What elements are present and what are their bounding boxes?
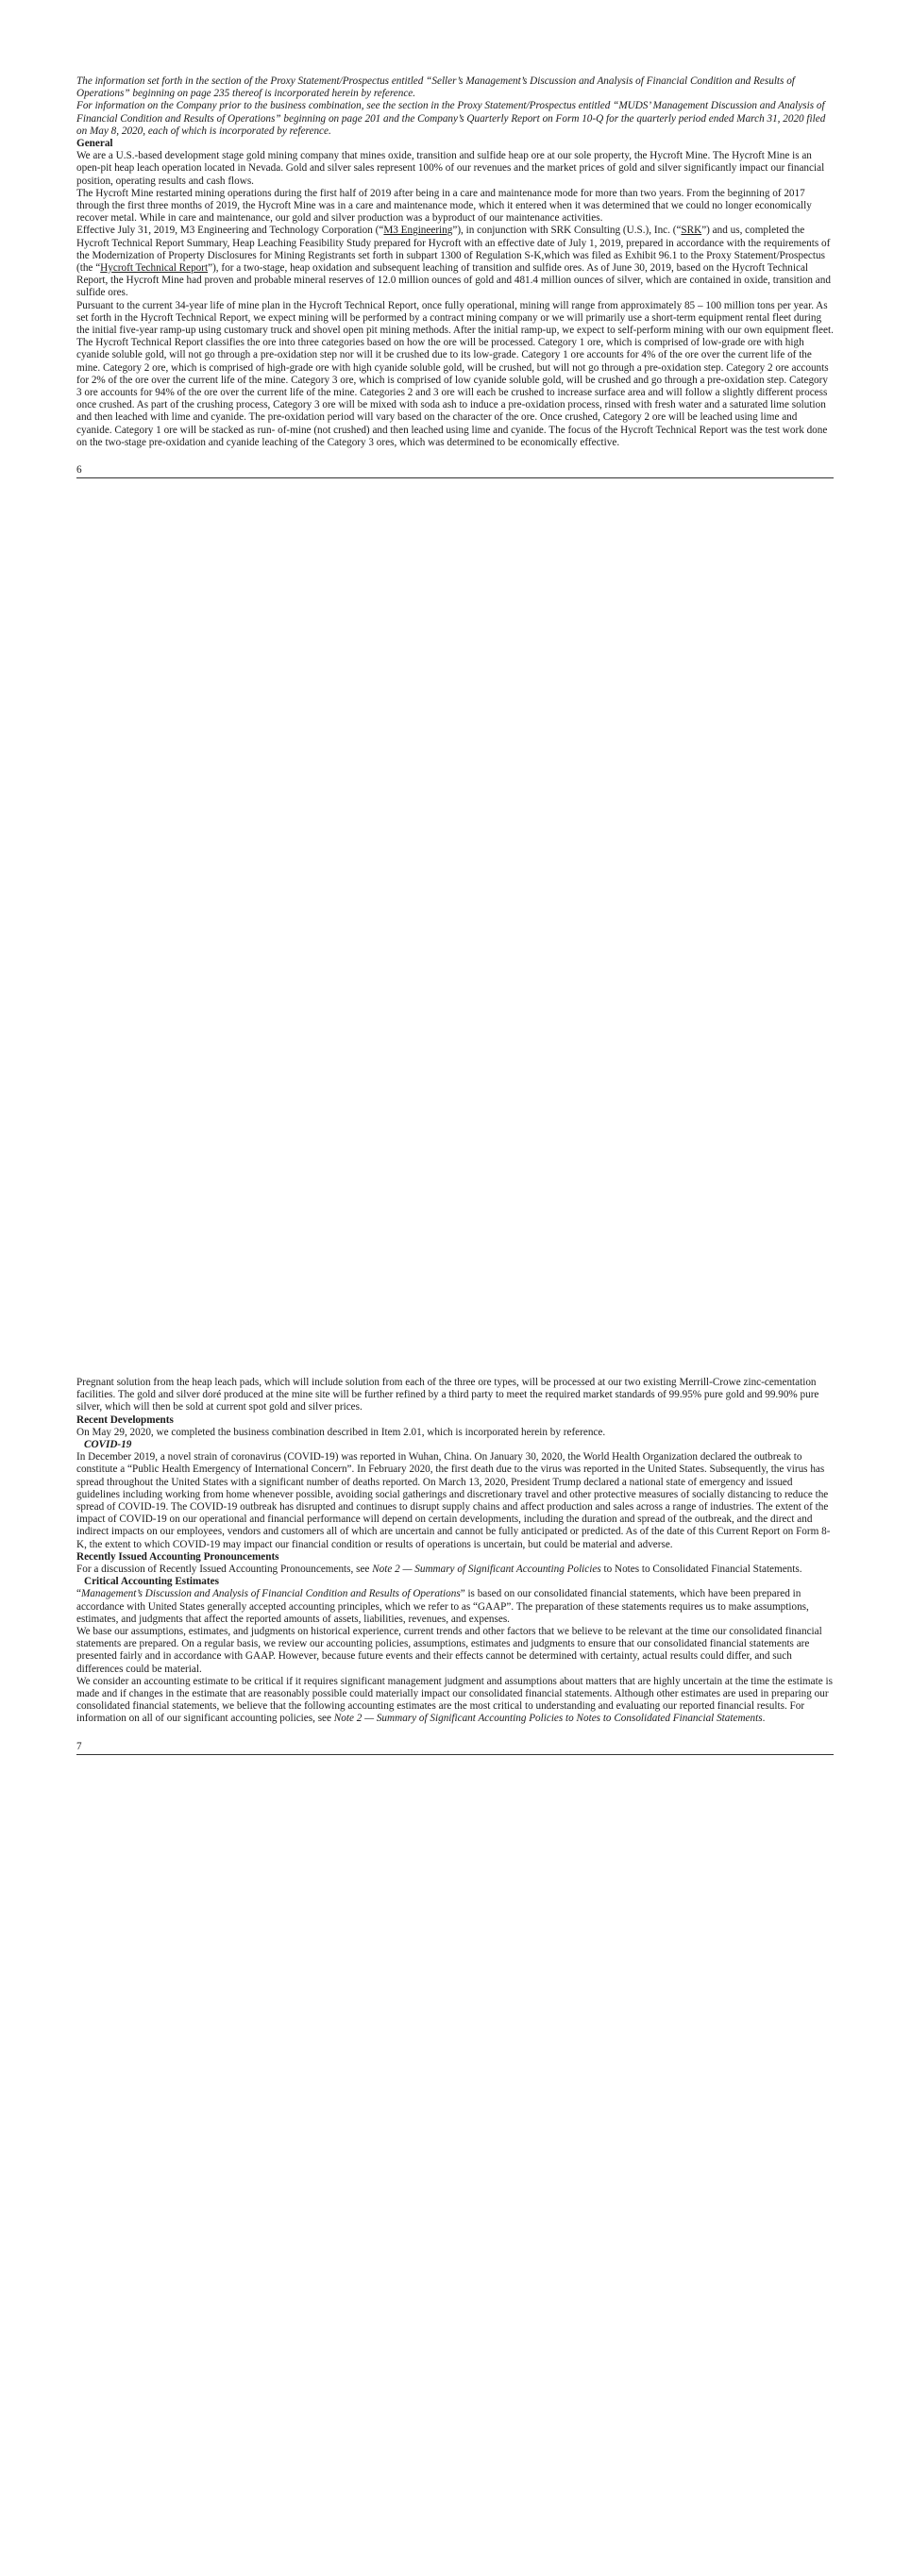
document-page-6 <box>76 75 834 478</box>
page-number: 6 <box>76 464 82 477</box>
intro-paragraph-muds-mdna: For information on the Company prior to the business combination, see the section in the Proxy Statement/Prospectus entitled “MUDS’ Management Discussion and Analysis of Financial Condition and Results of Operations” beginning on page 201 and the Company’s Quarterly Report on Form 10-Q for the quarterly period ended March 31, 2020 filed on May 8, 2020, each of which is incorporated by reference. <box>76 100 826 137</box>
section-heading-general: General <box>76 138 113 150</box>
defined-term-srk: SRK <box>681 225 702 237</box>
defined-term-hycroft-technical-report: Hycroft Technical Report <box>100 262 209 275</box>
paragraph-general: We are a U.S.-based development stage gold mining company that mines oxide, transition and sulfide heap ore at our sole property, the Hycroft Mine. The Hycroft Mine is an open-pit heap leach operation located in Nevada. Gold and silver sales represent 100% of our revenues and the market prices of gold and silver significantly impact our financial position, operating results and cash flows. <box>76 150 825 187</box>
paragraph-technical-report: Effective July 31, 2019, M3 Engineering and Technology Corporation (“M3 Engineering”), in conjunction with SRK Consulting (U.S.), Inc. (“SRK”) and us, completed the Hycroft Technical Report Summary, Heap Leaching Feasibility Study prepared for Hycroft with an effective date of July 1, 2019, prepared in accordance with the requirements of the Modernization of Property Disclosures for Mining Registrants set forth in subpart 1300 of Regulation S-K,which was filed as Exhibit 96.1 to the Proxy Statement/Prospectus (the “Hycroft Technical Report”), for a two-stage, heap oxidation and subsequent leaching of transition and sulfide ores. As of June 30, 2019, based on the Hycroft Technical Report, the Hycroft Mine had proven and probable mineral reserves of 12.0 million ounces of gold and 481.4 million ounces of silver, which are contained in oxide, transition and sulfide ores. <box>76 225 831 299</box>
defined-term-m3-engineering: M3 Engineering <box>383 225 453 237</box>
page-divider <box>76 1754 834 1755</box>
paragraph-estimates-review: We base our assumptions, estimates, and judgments on historical experience, current trends and other factors that we believe to be relevant at the time our consolidated financial statements are prepared. On a regular basis, we review our accounting policies, assumptions, estimates and judgments to ensure that our consolidated financial statements are presented fairly and in accordance with GAAP. However, because future events and their effects cannot be determined with certainty, actual results could differ, and such differences could be material. <box>76 1626 822 1675</box>
page-number: 7 <box>76 1740 82 1752</box>
section-heading-accounting-pronouncements: Recently Issued Accounting Pronouncements <box>76 1550 279 1563</box>
section-heading-critical-estimates: Critical Accounting Estimates <box>84 1576 219 1588</box>
paragraph-ore-categories: The Hycroft Technical Report classifies the ore into three categories based on how the ore will be processed. Category 1 ore, which is comprised of low-grade ore with high cyanide soluble gold, will not go through a pre-oxidation step nor will it be crushed due to its low-grade. Category 1 ore accounts for 4% of the ore over the current life of the mine. Category 2 ore, which is comprised of high-grade ore with high cyanide soluble gold, will be crushed, but will not go through a pre-oxidation step. Category 2 ore accounts for 2% of the ore over the current life of the mine. Category 3 ore, which is comprised of low cyanide soluble gold, will be crushed and go through a pre-oxidation step. Category 3 ore accounts for 94% of the ore over the current life of the mine. Categories 2 and 3 ore will each be crushed to increase surface area and will follow a slightly different process once crushed. As part of the crushing process, Category 3 ore will be mixed with soda ash to induce a pre-oxidation process, rinsed with fresh water and a saturated lime solution and then leached with lime and cyanide. The pre-oxidation period will vary based on the character of the ore. Once crushed, Category 2 ore will be leached using lime and cyanide. Category 1 ore will be stacked as run- of-mine (not crushed) and then leached using lime and cyanide. The focus of the Hycroft Technical Report was the test work done on the two-stage pre-oxidation and cyanide leaching of the Category 3 ores, which was determined to be economically effective. <box>76 337 829 448</box>
paragraph-accounting-pronouncements: For a discussion of Recently Issued Accounting Pronouncements, see Note 2 — Summary of Significant Accounting Policies to Notes to Consolidated Financial Statements. <box>76 1564 802 1576</box>
paragraph-mine-plan: Pursuant to the current 34-year life of mine plan in the Hycroft Technical Report, once fully operational, mining will range from approximately 85 – 100 million tons per year. As set forth in the Hycroft Technical Report, we expect mining will be performed by a contract mining company or we will primarily use a short-term equipment rental fleet during the initial five-year ramp-up using customary truck and shovel open pit mining methods. After the initial ramp-up, we expect to self-perform mining with our own equipment fleet. <box>76 299 834 337</box>
paragraph-mine-restart: The Hycroft Mine restarted mining operations during the first half of 2019 after being in a care and maintenance mode for more than two years. From the beginning of 2017 through the first three months of 2019, the Hycroft Mine was in a care and maintenance mode, which it entered when it was determined that we could no longer economically recover metal. While in care and maintenance, our gold and silver production was a byproduct of our maintenance activities. <box>76 187 812 225</box>
section-heading-covid: COVID-19 <box>84 1439 132 1451</box>
paragraph-estimates-basis: “Management’s Discussion and Analysis of Financial Condition and Results of Operations” is based on our consolidated financial statements, which have been prepared in accordance with United States generally accepted accounting principles, which we refer to as “GAAP”. The preparation of these statements requires us to make assumptions, estimates, and judgments that affect the reported amounts of assets, liabilities, revenues, and expenses. <box>76 1588 809 1625</box>
section-heading-recent-developments: Recent Developments <box>76 1413 174 1426</box>
document-page-7 <box>76 1377 834 1755</box>
paragraph-covid: In December 2019, a novel strain of coronavirus (COVID-19) was reported in Wuhan, China. On January 30, 2020, the World Health Organization declared the outbreak to constitute a “Public Health Emergency of International Concern”. In February 2020, the first death due to the virus was reported in the United States. Subsequently, the virus has spread throughout the United States with a significant number of deaths reported. On March 13, 2020, President Trump declared a national state of emergency and issued guidelines including working from home whenever possible, avoiding social gatherings and discretionary travel and other protective measures of socially distancing to reduce the spread of COVID-19. The COVID-19 outbreak has disrupted and continues to disrupt supply chains and affect production and sales across a range of industries. The extent of the impact of COVID-19 on our operational and financial performance will depend on certain developments, including the duration and spread of the outbreak, and the direct and indirect impacts on our employees, vendors and customers all of which are uncertain and cannot be fully anticipated or predicted. As of the date of this Current Report on Form 8-K, the extent to which COVID-19 may impact our financial condition or results of operations is uncertain, but could be material and adverse. <box>76 1451 831 1550</box>
paragraph-recent-developments: On May 29, 2020, we completed the business combination described in Item 2.01, which is incorporated herein by reference. <box>76 1426 606 1438</box>
paragraph-pregnant-solution: Pregnant solution from the heap leach pads, which will include solution from each of the three ore types, will be processed at our two existing Merrill-Crowe zinc-cementation facilities. The gold and silver doré produced at the mine site will be further refined by a third party to meet the required market standards of 99.95% pure gold and 99.90% pure silver, which will then be sold at current spot gold and silver prices. <box>76 1377 819 1413</box>
intro-paragraph-seller-mdna: The information set forth in the section of the Proxy Statement/Prospectus entitled “Seller’s Management’s Discussion and Analysis of Financial Condition and Results of Operations” beginning on page 235 thereof is incorporated herein by reference. <box>76 75 795 100</box>
paragraph-critical-estimate-definition: We consider an accounting estimate to be critical if it requires significant management judgment and assumptions about matters that are highly uncertain at the time the estimate is made and if changes in the estimate that are reasonably possible could materially impact our consolidated financial statements. Although other estimates are used in preparing our consolidated financial statements, we believe that the following accounting estimates are the most critical to understanding and evaluating our reported financial results. For information on all of our significant accounting policies, see Note 2 — Summary of Significant Accounting Policies to Notes to Consolidated Financial Statements. <box>76 1675 833 1725</box>
page-divider <box>76 477 834 478</box>
